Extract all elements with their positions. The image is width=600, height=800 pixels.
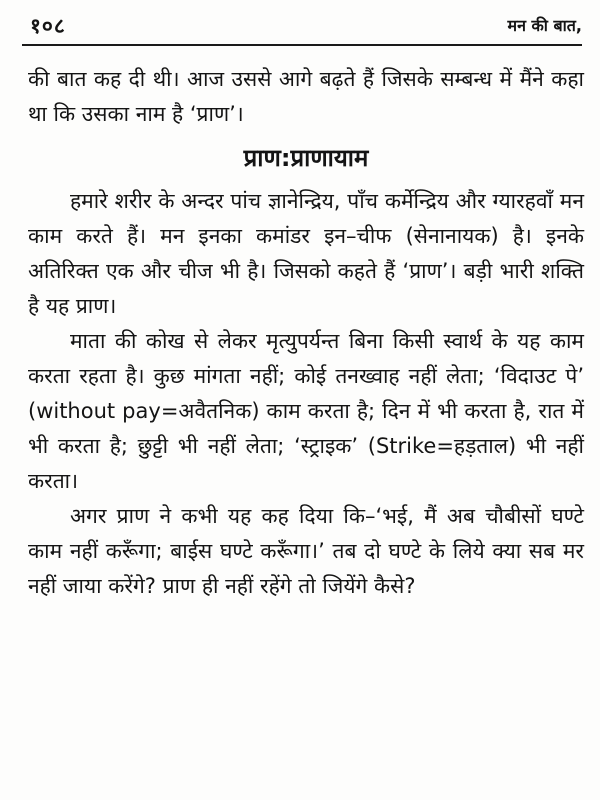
paragraph-prana-work: माता की कोख से लेकर मृत्युपर्यन्त बिना किसी स्वार्थ के यह काम करता रहता है। कुछ मांगता नहीं; कोई तनख्वाह नहीं लेता; ‘विदाउट पे’ (without pay=अवैतनिक) काम करता है; दिन में भी करता है, रात में भी करता है; छुट्टी भी नहीं लेता; ‘स्ट्राइक’ (Strike=हड़ताल) भी नहीं करता। xyxy=(28,329,584,493)
page-header xyxy=(22,10,582,44)
paragraph-senses: हमारे शरीर के अन्दर पांच ज्ञानेन्द्रिय, पाँच कर्मेन्द्रिय और ग्यारहवाँ मन काम करते हैं। मन इनका कमांडर इन–चीफ (सेनानायक) है। इनके अतिरिक्त एक और चीज भी है। जिसको कहते हैं ‘प्राण’। बड़ी भारी शक्ति है यह प्राण। xyxy=(28,189,584,318)
running-title: मन की बात, xyxy=(507,16,582,35)
header-rule xyxy=(22,44,582,46)
body-text xyxy=(28,62,584,604)
paragraph-prana-strike: अगर प्राण ने कभी यह कह दिया कि–‘भई, मैं अब चौबीसों घण्टे काम नहीं करूँगा; बाईस घण्टे करूँगा।’ तब दो घण्टे के लिये क्या सब मर नहीं जाया करेंगे? प्राण ही नहीं रहेंगे तो जियेंगे कैसे? xyxy=(28,504,584,598)
page-number: १०८ xyxy=(30,14,66,38)
section-heading: प्राण:प्राणायाम xyxy=(243,144,369,172)
paragraph-continuation: की बात कह दी थी। आज उससे आगे बढ़ते हैं जिसके सम्बन्ध में मैंने कहा था कि उसका नाम है ‘प्राण’। xyxy=(28,67,584,126)
